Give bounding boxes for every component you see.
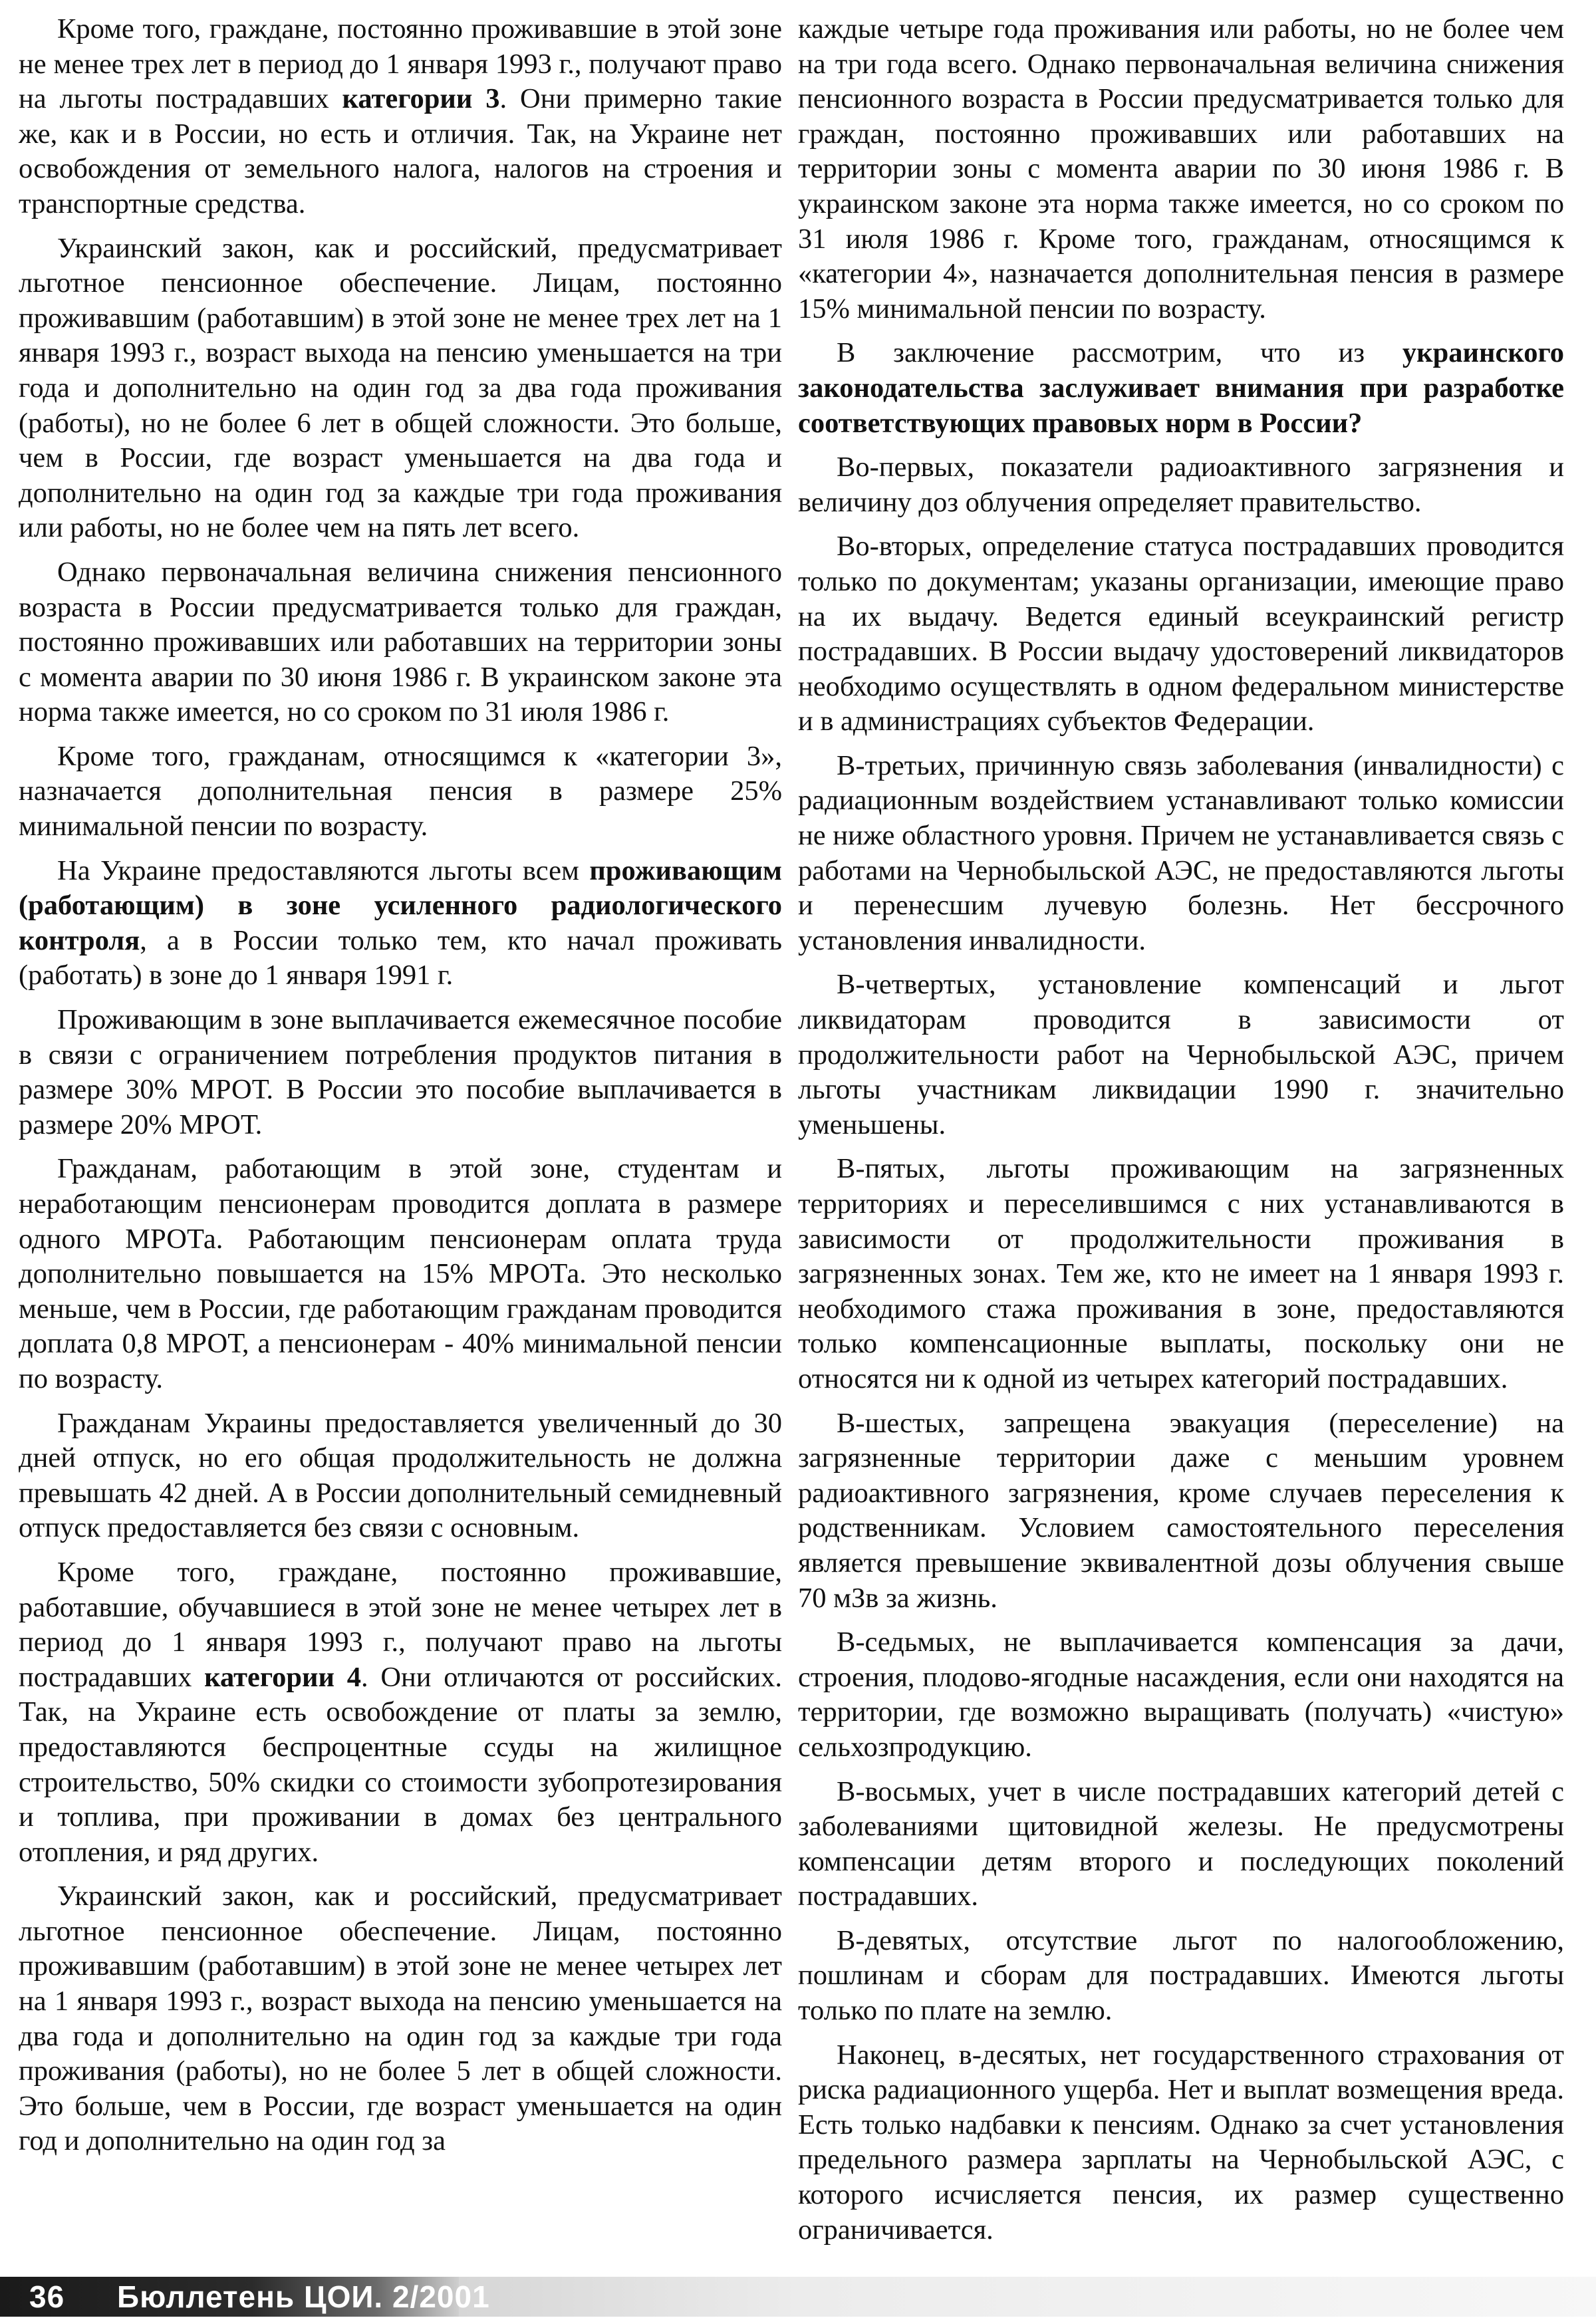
- paragraph-text: В заключение рассмотрим, что из: [837, 337, 1365, 369]
- left-column: [19, 12, 782, 2168]
- paragraph: [19, 1555, 782, 1870]
- bold-term: проживающим (работающим) в зоне усиленного радиологического контроля: [19, 854, 783, 956]
- paragraph-text: На Украине предоставляются льготы всем: [57, 854, 579, 886]
- paragraph: В-девятых, отсутствие льгот по налогообложению, пошлинам и сборам для пострадавших. Имеются льготы только по плате на землю.: [798, 1924, 1564, 2027]
- paragraph-text: Кроме того, граждане, постоянно проживавшие в этой зоне не менее трех лет в период до 1 января 1993 г., получают право на льготы пострадавших: [19, 13, 782, 115]
- paragraph: В-пятых, льготы проживающим на загрязненных территориях и переселившимся с них устанавливаются в зависимости от продолжительности проживания в загрязненных зонах. Тем же, кто не имеет на 1 января 1993 г. необходимого стажа проживания в зоне, предоставляются только компенсационные выплаты, поскольку они не относятся ни к одной из четырех категорий пострадавших.: [798, 1153, 1564, 1394]
- paragraph: Проживающим в зоне выплачивается ежемесячное пособие в связи с ограничением потребления продуктов питания в размере 30% МРОТ. В России это пособие выплачивается в размере 20% МРОТ.: [19, 1004, 782, 1140]
- paragraph: [19, 854, 782, 993]
- paragraph: Гражданам Украины предоставляется увеличенный до 30 дней отпуск, но его общая продолжительность не должна превышать 42 дней. А в России дополнительный семидневный отпуск предоставляется без связи с основным.: [19, 1407, 782, 1544]
- paragraph: Украинский закон, как и российский, предусматривает льготное пенсионное обеспечение. Лицам, постоянно проживавшим (работавшим) в этой зоне не менее трех лет на 1 января 1993 г., возраст выхода на пенсию уменьшается на три года и дополнительно на один год за два года проживания (работы), но не более 6 лет в общей сложности. Это больше, чем в России, где возраст уменьшается на два года и дополнительно на один год за каждые три года проживания или работы, но не более чем на пять лет всего.: [19, 232, 782, 544]
- paragraph: каждые четыре года проживания или работы, но не более чем на три года всего. Однако первоначальная величина снижения пенсионного возраста в России предусматривается только для граждан, постоянно проживавших или работавших на территории зоны с момента аварии по 30 июня 1986 г. В украинском законе эта норма также имеется, но со сроком по 31 июля 1986 г. Кроме того, гражданам, относящимся к «категории 4», назначается дополнительная пенсия в размере 15% минимальной пенсии по возрасту.: [798, 13, 1564, 324]
- right-column: [798, 12, 1564, 2257]
- paragraph: Наконец, в-десятых, нет государственного страхования от риска радиационного ущерба. Нет и выплат возмещения вреда. Есть только надбавки к пенсиям. Однако за счет установления предельного размера зарплаты на Чернобыльской АЭС, с которого исчисляется пенсия, их размер существенно ограничивается.: [798, 2039, 1564, 2246]
- paragraph: Кроме того, гражданам, относящимся к «категории 3», назначается дополнительная пенсия в размере 25% минимальной пенсии по возрасту.: [19, 740, 782, 842]
- paragraph: В-шестых, запрещена эвакуация (переселение) на загрязненные территории даже с меньшим уровнем радиоактивного загрязнения, кроме случаев переселения к родственникам. Условием самостоятельного переселения является превышение эквивалентной дозы облучения свыше 70 мЗв за жизнь.: [798, 1407, 1564, 1614]
- page-footer: [0, 2271, 1596, 2320]
- paragraph: В-восьмых, учет в числе пострадавших категорий детей с заболеваниями щитовидной железы. Не предусмотрены компенсации детям второго и последующих поколений пострадавших.: [798, 1775, 1564, 1912]
- paragraph: Украинский закон, как и российский, предусматривает льготное пенсионное обеспечение. Лицам, постоянно проживавшим (работавшим) в этой зоне не менее четырех лет на 1 января 1993 г., возраст выхода на пенсию уменьшается на два года и дополнительно на один год за каждые три года проживания (работы), но не более 5 лет в общей сложности. Это больше, чем в России, где возраст уменьшается на один год и дополнительно на один год за: [19, 1880, 782, 2157]
- paragraph: [19, 12, 782, 222]
- page-number: 36: [29, 2279, 65, 2314]
- paragraph: Во-вторых, определение статуса пострадавших проводится только по документам; указаны организации, имеющие право на их выдачу. Ведется единый всеукраинский регистр пострадавших. В России выдачу удостоверений ликвидаторов необходимо осуществлять в одном федеральном министерстве и в администрациях субъектов Федерации.: [798, 531, 1564, 737]
- paragraph: В-четвертых, установление компенсаций и льгот ликвидаторам проводится в зависимости от продолжительности работ на Чернобыльской АЭС, причем льготы участникам ликвидации 1990 г. значительно уменьшены.: [798, 969, 1564, 1140]
- paragraph-text: . Они отличаются от российских. Так, на Украине есть освобождение от платы за землю, предоставляются беспроцентные ссуды на жилищное строительство, 50% скидки со стоимости зубопротезирования и топлива, при проживании в домах без центрального отопления, и ряд других.: [19, 1661, 783, 1868]
- paragraph: Во-первых, показатели радиоактивного загрязнения и величину доз облучения определяет правительство.: [798, 451, 1564, 518]
- journal-title: Бюллетень ЦОИ. 2/2001: [117, 2279, 490, 2314]
- paragraph-text: , а в России только тем, кто начал проживать (работать) в зоне до 1 января 1991 г.: [19, 924, 782, 991]
- bold-term: категории 3: [342, 83, 500, 115]
- paragraph: [798, 336, 1564, 441]
- bold-term: украинского законодательства заслуживает внимания при разработке соответствующих правовых норм в России?: [798, 337, 1565, 439]
- paragraph-text: Кроме того, граждане, постоянно проживавшие, работавшие, обучавшиеся в этой зоне не менее четырех лет в период до 1 января 1993 г., получают право на льготы пострадавших: [19, 1556, 782, 1693]
- paragraph: Однако первоначальная величина снижения пенсионного возраста в России предусматривается только для граждан, постоянно проживавших или работавших на территории зоны с момента аварии по 30 июня 1986 г. В украинском законе эта норма также имеется, но со сроком по 31 июля 1986 г.: [19, 556, 782, 728]
- paragraph: Гражданам, работающим в этой зоне, студентам и неработающим пенсионерам проводится доплата в размере одного МРОТа. Работающим пенсионерам оплата труда дополнительно повышается на 15% МРОТа. Это несколько меньше, чем в России, где работающим гражданам проводится доплата 0,8 МРОТ, а пенсионерам - 40% минимальной пенсии по возрасту.: [19, 1153, 782, 1394]
- paragraph: В-третьих, причинную связь заболевания (инвалидности) с радиационным воздействием устанавливают только комиссии не ниже областного уровня. Причем не устанавливается связь с работами на Чернобыльской АЭС, не предоставляются льготы и перенесшим лучевую болезнь. Нет бессрочного установления инвалидности.: [798, 749, 1564, 956]
- paragraph: В-седьмых, не выплачивается компенсация за дачи, строения, плодово-ягодные насаждения, если они находятся на территории, где возможно выращивать (получать) «чистую» сельхозпродукцию.: [798, 1626, 1564, 1763]
- footer-fade: [459, 2277, 1596, 2317]
- paragraph-text: . Они примерно такие же, как и в России, но есть и отличия. Так, на Украине нет освобождения от земельного налога, налогов на строения и транспортные средства.: [19, 83, 782, 219]
- bold-term: категории 4: [204, 1661, 361, 1693]
